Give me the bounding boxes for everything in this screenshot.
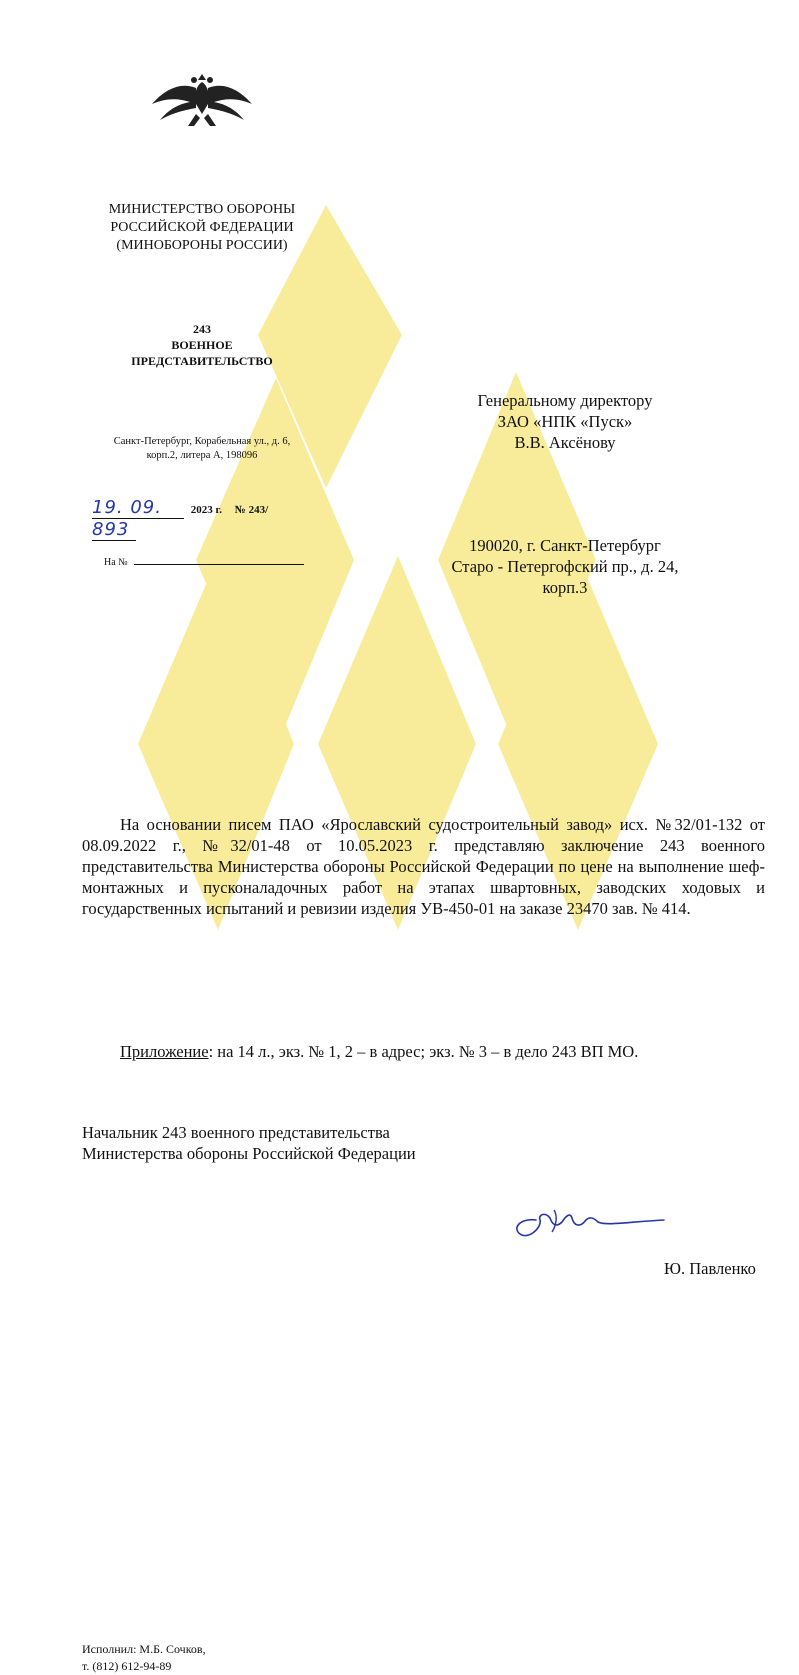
recipient-line: ЗАО «НПК «Пуск» bbox=[497, 412, 633, 431]
attachment-line bbox=[82, 1041, 765, 1062]
handwritten-date: 19. 09. bbox=[92, 497, 162, 518]
ministry-line: РОССИЙСКОЙ ФЕДЕРАЦИИ bbox=[110, 220, 294, 235]
unit-line: ВОЕННОЕ bbox=[171, 338, 233, 352]
reference-label: На № bbox=[104, 557, 128, 568]
unit-line: 243 bbox=[193, 322, 211, 336]
recipient-address-line: Старо - Петергофский пр., д. 24, bbox=[451, 557, 679, 576]
ministry-name-block bbox=[88, 201, 316, 255]
signatory-title bbox=[82, 1122, 799, 1164]
recipient-line: Генеральному директору bbox=[477, 391, 653, 410]
handwritten-signature bbox=[506, 1198, 666, 1246]
ministry-line: (МИНОБОРОНЫ РОССИИ) bbox=[116, 238, 288, 253]
handwritten-number: 893 bbox=[92, 519, 130, 540]
executor-block bbox=[82, 1641, 799, 1675]
recipient-address-line: корп.3 bbox=[542, 578, 588, 597]
signatory-name: Ю. Павленко bbox=[664, 1259, 756, 1278]
recipient-address bbox=[430, 535, 700, 598]
ministry-line: МИНИСТЕРСТВО ОБОРОНЫ bbox=[108, 202, 296, 217]
executor-line: Исполнил: М.Б. Сочков, bbox=[82, 1642, 206, 1656]
reference-blank bbox=[134, 564, 304, 565]
sender-address bbox=[88, 435, 316, 463]
outgoing-number-prefix: № 243/ bbox=[234, 504, 269, 516]
sender-address-line: Санкт-Петербург, Корабельная ул., д. 6, bbox=[113, 436, 291, 447]
recipient-address-line: 190020, г. Санкт-Петербург bbox=[469, 536, 661, 555]
attachment-text: : на 14 л., экз. № 1, 2 – в адрес; экз. № 3 – в дело 243 ВП МО. bbox=[208, 1042, 639, 1061]
double-headed-eagle-emblem-icon bbox=[148, 68, 256, 130]
sender-address-line: корп.2, литера А, 198096 bbox=[146, 450, 258, 461]
signatory-title-line: Министерства обороны Российской Федерации bbox=[82, 1144, 416, 1163]
attachment-label: Приложение bbox=[120, 1042, 209, 1061]
unit-name-block bbox=[88, 321, 316, 369]
outgoing-year: 2023 г. bbox=[190, 504, 223, 516]
outgoing-date-number bbox=[92, 497, 312, 540]
recipient-block bbox=[430, 390, 700, 453]
signatory-title-line: Начальник 243 военного представительства bbox=[82, 1123, 390, 1142]
recipient-line: В.В. Аксёнову bbox=[514, 433, 616, 452]
executor-line: т. (812) 612-94-89 bbox=[82, 1659, 172, 1673]
unit-line: ПРЕДСТАВИТЕЛЬСТВО bbox=[131, 354, 273, 368]
body-paragraph: На основании писем ПАО «Ярославский судостроительный завод» исх. №32/01-132 от 08.09.2022 г., №32/01-48 от 10.05.2023 г. представляю заключение 243 военного представительства Министерства обороны Российской Федерации по цене на выполнение шеф-монтажных и пусконаладочных работ на этапах швартовных, заводских ходовых и государственных испытаний и ревизии изделия УВ-450-01 на заказе 23470 зав. № 414. bbox=[82, 815, 765, 918]
